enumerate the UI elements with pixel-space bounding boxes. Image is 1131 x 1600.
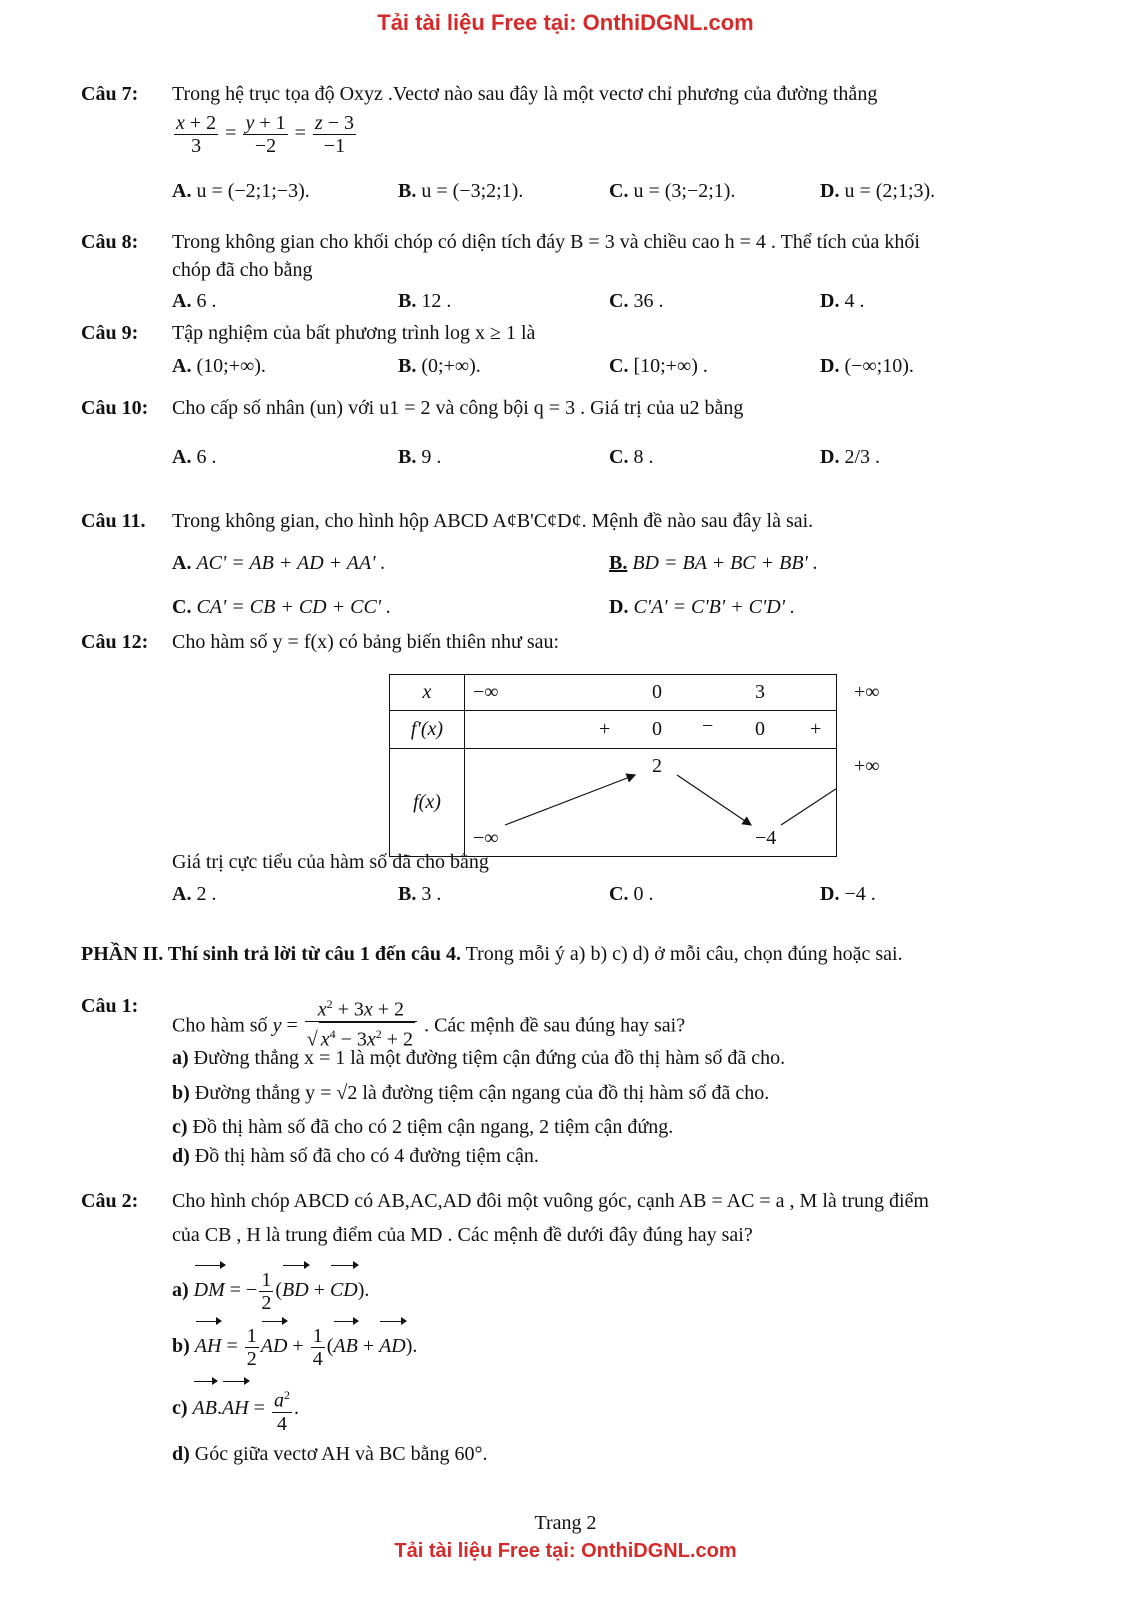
- question-label: Câu 12:: [81, 631, 149, 653]
- section-heading: PHẦN II. Thí sinh trả lời từ câu 1 đến câu 4. Trong mỗi ý a) b) c) d) ở mỗi câu, chọn đúng hoặc sai.: [81, 943, 903, 965]
- question-text-cont: chóp đã cho bằng: [172, 259, 313, 281]
- option-c[interactable]: C. 8 .: [609, 446, 654, 468]
- line-equation: $\frac{x + 2}{3}$ = $\frac{y + 1}{-2}$ = $\frac{z - 3}{-1}$: [176, 112, 354, 157]
- option-d[interactable]: D. 2/3 .: [820, 446, 881, 468]
- question-text: Cho cấp số nhân (un) với u1 = 2 và công bội q = 3 . Giá trị của u2 bằng: [172, 397, 744, 419]
- option-d[interactable]: D. −4 .: [820, 883, 876, 905]
- sign-cell: +: [599, 718, 611, 740]
- option-a[interactable]: A. u = (−2;1;−3).: [172, 180, 310, 202]
- question-text: Tập nghiệm của bất phương trình log x ≥ 1 là: [172, 322, 536, 344]
- f-value: −4: [755, 827, 777, 849]
- option-c[interactable]: C. u = (3;−2;1).: [609, 180, 736, 202]
- table-fprime-label: f′(x): [390, 711, 465, 749]
- x-value: 3: [755, 681, 765, 703]
- option-b[interactable]: B. 9 .: [398, 446, 442, 468]
- question-label: Câu 8:: [81, 231, 139, 253]
- option-a[interactable]: A. (10;+∞).: [172, 355, 266, 377]
- question-label: Câu 9:: [81, 322, 139, 344]
- option-b[interactable]: B. BD = BA + BC + BB' .: [609, 552, 818, 574]
- statement-c[interactable]: c) Đồ thị hàm số đã cho có 2 tiệm cận ngang, 2 tiệm cận đứng.: [172, 1116, 674, 1138]
- f-value: +∞: [854, 755, 880, 777]
- option-a[interactable]: A. 6 .: [172, 290, 217, 312]
- statement-d[interactable]: d) Đồ thị hàm số đã cho có 4 đường tiệm cận.: [172, 1145, 539, 1167]
- option-b[interactable]: B. 3 .: [398, 883, 442, 905]
- statement-d[interactable]: d) Góc giữa vectơ AH và BC bằng 60°.: [172, 1443, 488, 1465]
- header-link[interactable]: Tải tài liệu Free tại: OnthiDGNL.com: [377, 10, 754, 35]
- sign-cell: −: [702, 715, 714, 737]
- option-a[interactable]: A. 6 .: [172, 446, 217, 468]
- option-b[interactable]: B. (0;+∞).: [398, 355, 481, 377]
- footer-link[interactable]: Tải tài liệu Free tại: OnthiDGNL.com: [394, 1540, 737, 1562]
- sign-cell: 0: [652, 718, 662, 740]
- option-c[interactable]: C. 0 .: [609, 883, 654, 905]
- option-b[interactable]: B. 12 .: [398, 290, 452, 312]
- statement-b[interactable]: b) Đường thẳng y = √2 là đường tiệm cận ngang của đồ thị hàm số đã cho.: [172, 1082, 770, 1104]
- option-c[interactable]: C. [10;+∞) .: [609, 355, 708, 377]
- variation-table: [389, 674, 880, 857]
- arrow-up-icon: [505, 775, 635, 825]
- variation-arrows: [465, 749, 837, 857]
- f-value: 2: [652, 755, 662, 777]
- option-a[interactable]: A. 2 .: [172, 883, 217, 905]
- statement-a[interactable]: a) DM = − $\frac{1}{2}$ (BD + CD).: [172, 1264, 369, 1316]
- statement-c[interactable]: c) AB.AH = $\frac{a^2}{4}$ .: [172, 1380, 299, 1436]
- sign-cell: +: [810, 718, 822, 740]
- option-d[interactable]: D. C'A' = C'B' + C'D' .: [609, 596, 796, 618]
- question-text-cont: Giá trị cực tiểu của hàm số đã cho bằng: [172, 851, 489, 873]
- question-text: Trong hệ trục tọa độ Oxyz .Vectơ nào sau đây là một vectơ chỉ phương của đường thẳng: [172, 83, 878, 105]
- statement-b[interactable]: b) AH = $\frac{1}{2}$ AD + $\frac{1}{4}$ (AB + AD).: [172, 1320, 417, 1372]
- option-a[interactable]: A. AC' = AB + AD + AA' .: [172, 552, 386, 574]
- f-value: −∞: [473, 827, 499, 849]
- x-value: 0: [652, 681, 662, 703]
- statement-a[interactable]: a) Đường thẳng x = 1 là một đường tiệm cận đứng của đồ thị hàm số đã cho.: [172, 1047, 786, 1069]
- question-text: Cho hàm số y = f(x) có bảng biến thiên như sau:: [172, 631, 560, 653]
- question-label: Câu 2:: [81, 1190, 139, 1212]
- x-value: +∞: [854, 681, 880, 703]
- question-text: Cho hình chóp ABCD có AB,AC,AD đôi một vuông góc, cạnh AB = AC = a , M là trung điểm: [172, 1190, 929, 1212]
- table-f-label: f(x): [390, 749, 465, 857]
- question-text: Trong không gian cho khối chóp có diện tích đáy B = 3 và chiều cao h = 4 . Thể tích của khối: [172, 231, 920, 253]
- question-label: Câu 10:: [81, 397, 149, 419]
- option-d[interactable]: D. u = (2;1;3).: [820, 180, 936, 202]
- question-text-cont: của CB , H là trung điểm của MD . Các mệnh đề dưới đây đúng hay sai?: [172, 1224, 753, 1246]
- question-text: Trong không gian, cho hình hộp ABCD A¢B'C¢D¢. Mệnh đề nào sau đây là sai.: [172, 510, 814, 532]
- option-c[interactable]: C. CA' = CB + CD + CC' .: [172, 596, 392, 618]
- option-b[interactable]: B. u = (−3;2;1).: [398, 180, 524, 202]
- table-x-label: x: [390, 675, 465, 711]
- question-label: Câu 1:: [81, 995, 139, 1017]
- x-value: −∞: [473, 681, 499, 703]
- question-label: Câu 11.: [81, 510, 146, 532]
- option-d[interactable]: D. 4 .: [820, 290, 865, 312]
- page-number: Trang 2: [534, 1512, 597, 1534]
- sign-cell: 0: [755, 718, 765, 740]
- option-d[interactable]: D. (−∞;10).: [820, 355, 914, 377]
- arrow-up-icon: [781, 779, 837, 825]
- arrow-down-icon: [677, 775, 751, 825]
- question-text: Cho hàm số y = $\frac{x^2 + 3x + 2}{√ x^4 - 3x^2 + 2}$ . Các mệnh đề sau đúng hay sai?: [172, 993, 685, 1050]
- option-c[interactable]: C. 36 .: [609, 290, 664, 312]
- question-label: Câu 7:: [81, 83, 139, 105]
